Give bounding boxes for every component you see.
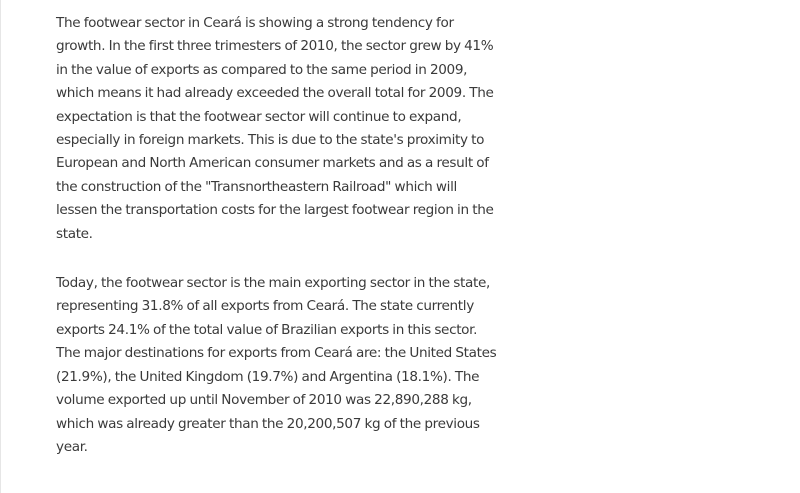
paragraph-footwear-growth: The footwear sector in Ceará is showing a strong tendency for growth. In the first three trimesters of 2010, the sector grew by 41% in the value of exports as compared to the same period in 2009, which means it had already exceeded the overall total for 2009. The expectation is that the footwear sector will continue to expand, especially in foreign markets. This is due to the state's proximity to European and North American consumer markets and as a result of the construction of the "Transnortheastern Railroad" which will lessen the transportation costs for the largest footwear region in the state. [56, 15, 494, 242]
paragraph-export-share: Today, the footwear sector is the main exporting sector in the state, representing 31.8% of all exports from Ceará. The state currently exports 24.1% of the total value of Brazilian exports in this sector. The major destinations for exports from Ceará are: the United States (21.9%), the United Kingdom (19.7%) and Argentina (18.1%). The volume exported up until November of 2010 was 22,890,288 kg, which was already greater than the 20,200,507 kg of the previous year. [56, 275, 497, 455]
article-body [56, 12, 501, 459]
